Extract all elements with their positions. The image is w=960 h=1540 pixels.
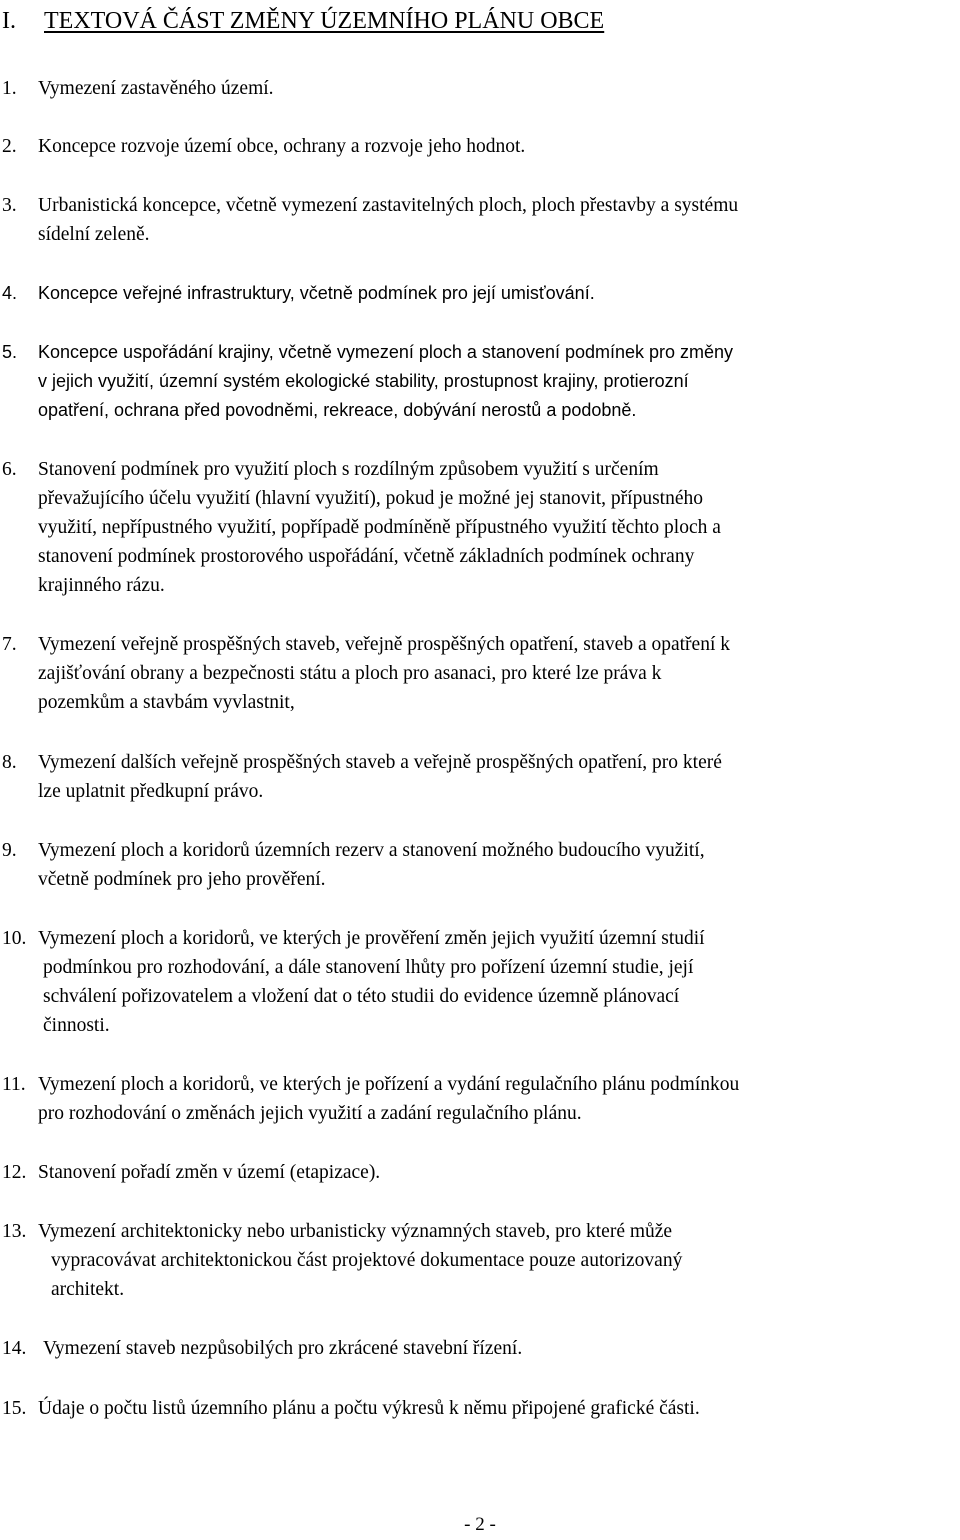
item-number: 10. bbox=[2, 928, 27, 949]
item-text: převažujícího účelu využití (hlavní využití), pokud je možné jej stanovit, přípustného bbox=[38, 488, 703, 509]
item-text: Stanovení podmínek pro využití ploch s rozdílným způsobem využití s určením bbox=[38, 459, 659, 480]
item-text: využití, nepřípustného využití, popřípadě podmíněně přípustného využití těchto ploch a bbox=[38, 517, 721, 538]
section-heading bbox=[0, 4, 960, 38]
item-text: včetně podmínek pro jeho prověření. bbox=[38, 869, 326, 890]
item-text: pro rozhodování o změnách jejich využití a zadání regulačního plánu. bbox=[38, 1103, 582, 1124]
page-number: - 2 - bbox=[464, 1514, 496, 1535]
item-text: stanovení podmínek prostorového uspořádání, včetně základních podmínek ochrany bbox=[38, 546, 695, 567]
item-text: činnosti. bbox=[43, 1015, 110, 1036]
item-text: zajišťování obrany a bezpečnosti státu a ploch pro asanaci, pro které lze práva k bbox=[38, 663, 662, 684]
item-number: 3. bbox=[2, 195, 17, 216]
item-text: Koncepce rozvoje území obce, ochrany a rozvoje jeho hodnot. bbox=[38, 136, 526, 157]
item-text: Vymezení zastavěného území. bbox=[38, 78, 274, 99]
item-text: Koncepce veřejné infrastruktury, včetně podmínek pro její umisťování. bbox=[38, 283, 595, 303]
item-text: Vymezení ploch a koridorů územních rezerv a stanovení možného budoucího využití, bbox=[38, 840, 705, 861]
item-text: Údaje o počtu listů územního plánu a počtu výkresů k němu připojené grafické části. bbox=[38, 1398, 700, 1419]
item-text: podmínkou pro rozhodování, a dále stanovení lhůty pro pořízení územní studie, její bbox=[43, 957, 694, 978]
item-number: 12. bbox=[2, 1162, 27, 1183]
item-number: 13. bbox=[2, 1221, 27, 1242]
item-number: 1. bbox=[2, 78, 17, 99]
item-text: vypracovávat architektonickou část projektové dokumentace pouze autorizovaný bbox=[51, 1250, 683, 1271]
item-text: schválení pořizovatelem a vložení dat o této studii do evidence územně plánovací bbox=[43, 986, 680, 1007]
item-text: architekt. bbox=[51, 1279, 125, 1300]
item-text: Vymezení ploch a koridorů, ve kterých je pořízení a vydání regulačního plánu podmínkou bbox=[38, 1074, 740, 1095]
item-text: pozemkům a stavbám vyvlastnit, bbox=[38, 692, 295, 713]
item-text: Vymezení veřejně prospěšných staveb, veřejně prospěšných opatření, staveb a opatření k bbox=[38, 634, 731, 655]
item-text: krajinného rázu. bbox=[38, 575, 165, 596]
item-text: Vymezení architektonicky nebo urbanisticky významných staveb, pro které může bbox=[38, 1221, 673, 1242]
item-text: Vymezení dalších veřejně prospěšných staveb a veřejně prospěšných opatření, pro které bbox=[38, 752, 722, 773]
item-text: Vymezení ploch a koridorů, ve kterých je prověření změn jejich využití územní studií bbox=[38, 928, 705, 949]
item-number: 15. bbox=[2, 1398, 27, 1419]
item-text: opatření, ochrana před povodněmi, rekreace, dobývání nerostů a podobně. bbox=[38, 400, 637, 420]
item-number: 8. bbox=[2, 752, 17, 773]
item-number: 6. bbox=[2, 459, 17, 480]
item-number: 7. bbox=[2, 634, 17, 655]
item-number: 5. bbox=[2, 342, 18, 362]
item-number: 9. bbox=[2, 840, 17, 861]
item-text: sídelní zeleně. bbox=[38, 224, 150, 245]
item-text: Urbanistická koncepce, včetně vymezení zastavitelných ploch, ploch přestavby a systému bbox=[38, 195, 739, 216]
item-text: v jejich využití, územní systém ekologické stability, prostupnost krajiny, protierozní bbox=[38, 371, 689, 391]
item-number: 2. bbox=[2, 136, 17, 157]
item-text: Vymezení staveb nezpůsobilých pro zkrácené stavební řízení. bbox=[43, 1338, 523, 1359]
item-number: 4. bbox=[2, 283, 18, 303]
item-number: 14. bbox=[2, 1338, 27, 1359]
item-number: 11. bbox=[2, 1074, 26, 1095]
heading-title: TEXTOVÁ ČÁST ZMĚNY ÚZEMNÍHO PLÁNU OBCE bbox=[44, 8, 605, 34]
item-text: Koncepce uspořádání krajiny, včetně vymezení ploch a stanovení podmínek pro změny bbox=[38, 342, 734, 362]
item-text: Stanovení pořadí změn v území (etapizace). bbox=[38, 1162, 381, 1183]
item-text: lze uplatnit předkupní právo. bbox=[38, 781, 264, 802]
heading-number: I. bbox=[2, 8, 16, 34]
